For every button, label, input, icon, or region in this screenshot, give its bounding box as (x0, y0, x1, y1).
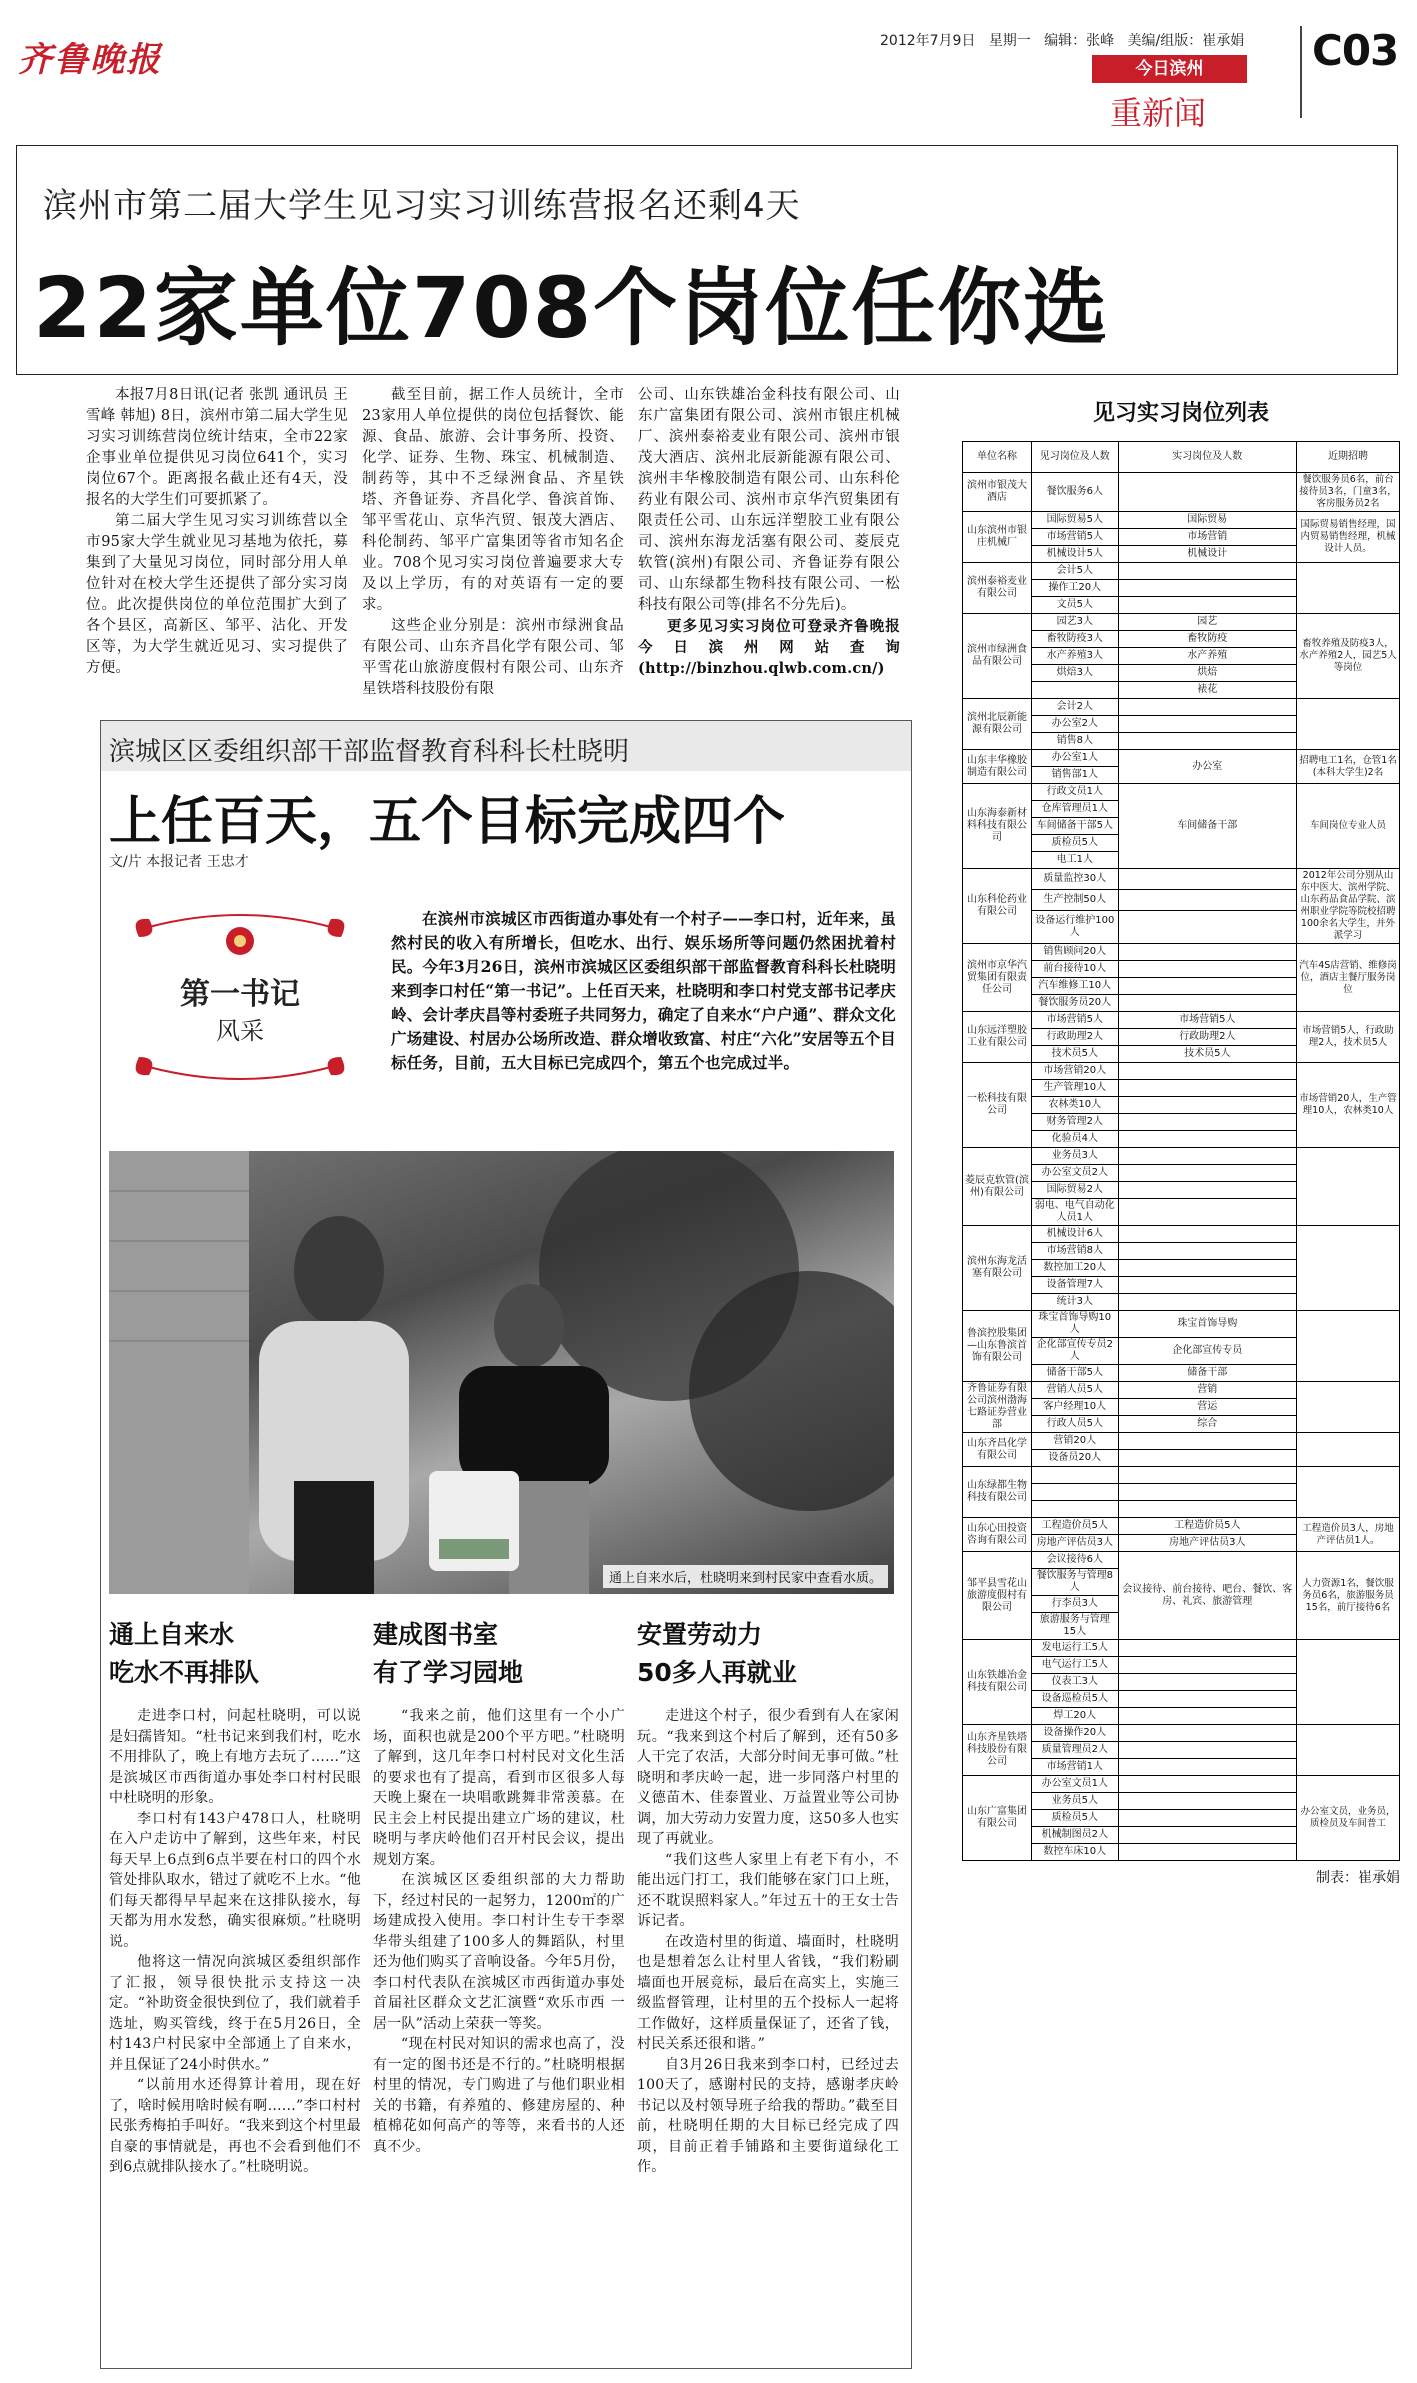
recruit-note-cell: 汽车4S店营销、维修岗位，酒店主餐厅服务岗位 (1297, 944, 1400, 1012)
jx-post-cell: 机械设计5人 (1032, 546, 1119, 563)
header-note: 近期招聘 (1297, 442, 1400, 473)
unit-name-cell: 山东丰华橡胶制造有限公司 (963, 750, 1032, 784)
table-row (963, 699, 1400, 716)
sx-post-cell (1118, 1165, 1296, 1182)
jx-post-cell: 工程造价员5人 (1032, 1518, 1119, 1535)
recruit-note-cell: 市场营销5人，行政助理2人，技术员5人 (1297, 1012, 1400, 1063)
unit-name-cell: 山东远洋塑胶工业有限公司 (963, 1012, 1032, 1063)
recruit-note-cell (1297, 563, 1400, 614)
sx-post-cell (1118, 1725, 1296, 1742)
masthead (0, 0, 1417, 130)
sx-post-cell (1118, 1131, 1296, 1148)
subhead-line: 通上自来水 (109, 1620, 235, 1649)
jx-post-cell: 仓库管理员1人 (1032, 801, 1119, 818)
header-sx: 实习岗位及人数 (1118, 442, 1296, 473)
jx-post-cell: 烘焙3人 (1032, 665, 1119, 682)
jx-post-cell: 质量管理员2人 (1032, 1742, 1119, 1759)
jx-post-cell (1032, 1467, 1119, 1484)
sx-post-cell (1118, 733, 1296, 750)
badge-subtitle: 风采 (216, 1017, 264, 1045)
jx-post-cell: 设备巡检员5人 (1032, 1691, 1119, 1708)
sx-post-cell: 车间储备干部 (1118, 784, 1296, 869)
jx-post-cell: 储备干部5人 (1032, 1365, 1119, 1382)
jx-post-cell: 机械设计6人 (1032, 1226, 1119, 1243)
sx-post-cell (1118, 1467, 1296, 1484)
jx-post-cell: 行政文员1人 (1032, 784, 1119, 801)
jx-post-cell: 文员5人 (1032, 597, 1119, 614)
unit-name-cell: 山东齐星铁塔科技股份有限公司 (963, 1725, 1032, 1776)
jx-post-cell: 客户经理10人 (1032, 1399, 1119, 1416)
lead-headline-block (16, 145, 1398, 375)
jx-post-cell: 仪表工3人 (1032, 1674, 1119, 1691)
jx-post-cell: 办公室文员2人 (1032, 1165, 1119, 1182)
table-footer: 制表：崔承娟 (1316, 1870, 1400, 1886)
jx-post-cell: 园艺3人 (1032, 614, 1119, 631)
jx-post-cell: 畜牧防疫3人 (1032, 631, 1119, 648)
recruit-note-cell: 办公室文员，业务员，质检员及车间普工 (1297, 1776, 1400, 1861)
jx-post-cell: 弱电、电气自动化人员1人 (1032, 1199, 1119, 1226)
unit-name-cell: 山东心田投资咨询有限公司 (963, 1518, 1032, 1552)
sx-post-cell (1118, 563, 1296, 580)
lead-kicker: 滨州市第二届大学生见习实习训练营报名还剩4天 (43, 186, 801, 226)
jx-post-cell: 餐饮服务与管理8人 (1032, 1569, 1119, 1596)
job-table-title: 见习实习岗位列表 (1092, 401, 1269, 426)
jx-post-cell: 旅游服务与管理15人 (1032, 1613, 1119, 1640)
sx-post-cell: 国际贸易 (1118, 512, 1296, 529)
jx-post-cell: 数控车床10人 (1032, 1844, 1119, 1861)
sx-post-cell: 机械设计 (1118, 546, 1296, 563)
sx-post-cell (1118, 1708, 1296, 1725)
photo-scene-icon (109, 1151, 894, 1594)
header-jx: 见习岗位及人数 (1032, 442, 1119, 473)
jx-post-cell: 发电运行工5人 (1032, 1640, 1119, 1657)
table-row (963, 1640, 1400, 1657)
sx-post-cell (1118, 1114, 1296, 1131)
paper-logo: 齐鲁晚报 (18, 40, 162, 80)
jx-post-cell: 业务员3人 (1032, 1148, 1119, 1165)
jx-post-cell: 办公室1人 (1032, 750, 1119, 767)
sx-post-cell (1118, 1844, 1296, 1861)
unit-name-cell: 山东海泰新材料科技有限公司 (963, 784, 1032, 869)
lead-paragraph: 截至目前，据工作人员统计，全市23家用人单位提供的岗位包括餐饮、能源、食品、旅游、会计事务所、投资、化学、证券、生物、珠宝、机械制造、制药等，其中不乏绿洲食品、齐星铁塔、齐鲁证券、齐昌化学、鲁滨首饰、邹平雪花山、京华汽贸、银茂大酒店、科伦制药、邹平广富集团等省市知名企业。708个见习实习岗位普遍要求大专及以上学历，有的对英语有一定的要求。 (362, 387, 624, 613)
issue-weekday: 星期一 (988, 33, 1031, 49)
lead-headline: 22家单位708个岗位任你选 (33, 259, 1110, 357)
table-row (963, 614, 1400, 631)
page-number: C03 (1312, 26, 1399, 75)
unit-name-cell: 滨州北辰新能源有限公司 (963, 699, 1032, 750)
subhead-3 (637, 1616, 897, 1692)
badge-title: 第一书记 (180, 977, 300, 1012)
jx-post-cell: 餐饮服务6人 (1032, 473, 1119, 512)
lead-paragraph: 本报7月8日讯(记者 张凯 通讯员 王雪峰 韩旭) 8日，滨州市第二届大学生见习实习训练营岗位统计结束，全市22家企事业单位提供见习岗位641个，实习岗位67个。距离报名截止还有4天，没报名的大学生们可要抓紧了。 (86, 387, 348, 508)
jx-post-cell: 办公室2人 (1032, 716, 1119, 733)
issue-date: 2012年7月9日 (880, 33, 976, 49)
table-row (963, 1552, 1400, 1569)
lead-paragraph: 公司、山东铁雄冶金科技有限公司、山东广富集团有限公司、滨州市银庄机械厂、滨州泰裕麦业有限公司、滨州市银茂大酒店、滨州北辰新能源有限公司、滨州丰华橡胶制造有限公司、山东科伦药业有限公司、滨州市京华汽贸集团有限责任公司、山东远洋塑胶工业有限公司、滨州东海龙活塞有限公司、菱辰克软管(滨州)有限公司、齐鲁证券有限公司、山东绿都生物科技有限公司、一松科技有限公司等(排名不分先后)。 (638, 387, 900, 613)
jx-post-cell: 设备管理7人 (1032, 1277, 1119, 1294)
sx-post-cell: 房地产评估员3人 (1118, 1535, 1296, 1552)
issue-info (880, 30, 1244, 50)
unit-name-cell: 山东科伦药业有限公司 (963, 869, 1032, 944)
jx-post-cell (1032, 1501, 1119, 1518)
sx-post-cell: 综合 (1118, 1416, 1296, 1433)
subhead-line: 安置劳动力 (637, 1620, 763, 1649)
table-row (963, 944, 1400, 961)
sx-post-cell (1118, 1097, 1296, 1114)
lead-body-col2 (362, 385, 624, 700)
sx-post-cell (1118, 961, 1296, 978)
sx-post-cell (1118, 1063, 1296, 1080)
sx-post-cell: 烘焙 (1118, 665, 1296, 682)
unit-name-cell: 山东齐昌化学有限公司 (963, 1433, 1032, 1467)
sx-post-cell: 会议接待、前台接待、吧台、餐饮、客房、礼宾、旅游管理 (1118, 1552, 1296, 1640)
unit-name-cell: 山东绿都生物科技有限公司 (963, 1467, 1032, 1518)
table-row (963, 563, 1400, 580)
recruit-note-cell: 车间岗位专业人员 (1297, 784, 1400, 869)
jx-post-cell: 市场营销5人 (1032, 1012, 1119, 1029)
sx-post-cell: 水产养殖 (1118, 648, 1296, 665)
subhead-line: 有了学习园地 (373, 1658, 524, 1687)
unit-name-cell: 滨州市绿洲食品有限公司 (963, 614, 1032, 699)
feature-paragraph: 在滨城区区委组织部的大力帮助下，经过村民的一起努力，1200㎡的广场建成投入使用。李口村计生专干李翠华带头组建了100多人的舞蹈队，村里还为他们购买了音响设备。今年5月份，李口村代表队在滨城区市西街道办事处首届社区群众文艺汇演暨“欢乐市西 一居一队”活动上荣获一等奖。 (373, 1872, 625, 2032)
feature-block (100, 720, 912, 2369)
feature-paragraph: “以前用水还得算计着用，现在好了，啥时候用啥时候有啊……”李口村村民张秀梅拍手叫好。“我来到这个村里最自豪的事情就是，再也不会看到他们不到6点就排队接水了。”杜晓明说。 (109, 2077, 361, 2175)
jx-post-cell: 国际贸易5人 (1032, 512, 1119, 529)
table-row (963, 1311, 1400, 1338)
jx-post-cell: 电工1人 (1032, 852, 1119, 869)
feature-photo (109, 1151, 894, 1594)
sx-post-cell: 珠宝首饰导购 (1118, 1311, 1296, 1338)
photo-caption: 通上自来水后，杜晓明来到村民家中查看水质。 (603, 1565, 888, 1588)
table-row (963, 1433, 1400, 1450)
unit-name-cell: 山东滨州市银庄机械厂 (963, 512, 1032, 563)
feature-paragraph: 他将这一情况向滨城区委组织部作了汇报，领导很快批示支持这一决定。“补助资金很快到位了，我们就着手选址，购买管线，终于在5月26日，全村143户村民家中全部通上了自来水，并且保证了24小时供水。” (109, 1954, 361, 2073)
sx-post-cell (1118, 889, 1296, 910)
unit-name-cell: 鲁滨控股集团—山东鲁滨首饰有限公司 (963, 1311, 1032, 1382)
recruit-note-cell: 人力资源1名，餐饮服务员6名，旅游服务员15名，前厅接待6名 (1297, 1552, 1400, 1640)
sx-post-cell (1118, 1759, 1296, 1776)
lead-paragraph: 第二届大学生见习实习训练营以全市95家大学生就业见习基地为依托，募集到了大量见习岗位，同时部分用人单位针对在校大学生还提供了部分实习岗位。此次提供岗位的单位范围扩大到了各个县区，高新区、邹平、沾化、开发区等，为大学生就近见习、实习提供了方便。 (86, 513, 348, 676)
jx-post-cell: 质检员5人 (1032, 835, 1119, 852)
table-row (963, 1382, 1400, 1399)
unit-name-cell: 邹平县雪花山旅游度假村有限公司 (963, 1552, 1032, 1640)
feature-col1 (109, 1706, 361, 2178)
sx-post-cell (1118, 910, 1296, 943)
feature-paragraph: 自3月26日我来到李口村，已经过去100天了，感谢村民的支持，感谢孝庆岭书记以及村领导班子给我的帮助。”截至目前，杜晓明任期的大目标已经完成了四项，目前正着手铺路和主要街道绿化工作。 (637, 2056, 899, 2175)
sx-post-cell (1118, 1827, 1296, 1844)
feature-byline: 文/片 本报记者 王忠才 (109, 854, 249, 870)
table-row (963, 1012, 1400, 1029)
sx-post-cell (1118, 1484, 1296, 1501)
jx-post-cell: 车间储备干部5人 (1032, 818, 1119, 835)
feature-paragraph: “我来之前，他们这里有一个小广场，面积也就是200个平方吧。”杜晓明了解到，这几年李口村村民对文化生活的要求也有了提高，看到市区很多人每天晚上聚在一块唱歌跳舞非常羡慕。在民主会上村民提出建立广场的建议，杜晓明与孝庆岭他们召开村民会议，提出规划方案。 (373, 1708, 625, 1868)
job-table-header (963, 442, 1400, 473)
lead-body-col3 (638, 385, 900, 679)
unit-name-cell: 齐鲁证券有限公司滨州渤海七路证券营业部 (963, 1382, 1032, 1433)
unit-name-cell: 滨州东海龙活塞有限公司 (963, 1226, 1032, 1311)
jx-post-cell: 会计5人 (1032, 563, 1119, 580)
table-row (963, 750, 1400, 767)
jx-post-cell: 行政人员5人 (1032, 1416, 1119, 1433)
jx-post-cell: 生产控制50人 (1032, 889, 1119, 910)
sx-post-cell: 裱花 (1118, 682, 1296, 699)
recruit-note-cell (1297, 1148, 1400, 1226)
sx-post-cell (1118, 1080, 1296, 1097)
sx-post-cell (1118, 1148, 1296, 1165)
jx-post-cell: 业务员5人 (1032, 1793, 1119, 1810)
sx-post-cell (1118, 1810, 1296, 1827)
unit-name-cell: 一松科技有限公司 (963, 1063, 1032, 1148)
feature-kicker: 滨城区区委组织部干部监督教育科科长杜晓明 (109, 737, 630, 767)
unit-name-cell: 菱辰克软管(滨州)有限公司 (963, 1148, 1032, 1226)
sx-post-cell (1118, 580, 1296, 597)
feature-paragraph: 走进李口村，问起杜晓明，可以说是妇孺皆知。“杜书记来到我们村，吃水不用排队了，晚上有地方去玩了……”这是滨城区市西街道办事处李口村村民眼中杜晓明的形象。 (109, 1708, 361, 1806)
jx-post-cell: 电气运行工5人 (1032, 1657, 1119, 1674)
jx-post-cell: 财务管理2人 (1032, 1114, 1119, 1131)
feature-paragraph: “现在村民对知识的需求也高了，没有一定的图书还是不行的。”杜晓明根据村里的情况，专门购进了与他们职业相关的书籍，有养殖的、修建房屋的、种植棉花如何高产的等等，来看书的人还真不少。 (373, 2036, 625, 2155)
feature-intro (391, 907, 896, 1075)
jx-post-cell: 行政助理2人 (1032, 1029, 1119, 1046)
jx-post-cell: 市场营销5人 (1032, 529, 1119, 546)
table-row (963, 512, 1400, 529)
sx-post-cell: 行政助理2人 (1118, 1029, 1296, 1046)
sx-post-cell (1118, 473, 1296, 512)
jx-post-cell: 质量监控30人 (1032, 869, 1119, 890)
subhead-line: 建成图书室 (373, 1620, 499, 1649)
sx-post-cell: 市场营销 (1118, 529, 1296, 546)
feature-col2 (373, 1706, 625, 2157)
jx-post-cell: 数控加工20人 (1032, 1260, 1119, 1277)
sx-post-cell (1118, 978, 1296, 995)
jx-post-cell (1032, 1484, 1119, 1501)
recruit-note-cell (1297, 1226, 1400, 1311)
jx-post-cell: 房地产评估员3人 (1032, 1535, 1119, 1552)
sx-post-cell: 市场营销5人 (1118, 1012, 1296, 1029)
sx-post-cell (1118, 1691, 1296, 1708)
jx-post-cell: 操作工20人 (1032, 580, 1119, 597)
unit-name-cell: 滨州市银茂大酒店 (963, 473, 1032, 512)
jx-post-cell: 销售顾问20人 (1032, 944, 1119, 961)
subhead-2 (373, 1616, 623, 1692)
feature-col3 (637, 1706, 899, 2178)
jx-post-cell (1032, 682, 1119, 699)
recruit-note-cell: 餐饮服务员6名，前台接待员3名，门童3名，客房服务员2名 (1297, 473, 1400, 512)
sx-post-cell: 办公室 (1118, 750, 1296, 784)
jx-post-cell: 技术员5人 (1032, 1046, 1119, 1063)
sx-post-cell (1118, 1260, 1296, 1277)
sx-post-cell (1118, 1793, 1296, 1810)
sx-post-cell (1118, 1294, 1296, 1311)
sx-post-cell (1118, 869, 1296, 890)
sx-post-cell: 工程造价员5人 (1118, 1518, 1296, 1535)
subhead-line: 吃水不再排队 (109, 1658, 260, 1687)
sx-post-cell (1118, 1226, 1296, 1243)
recruit-note-cell (1297, 1467, 1400, 1518)
jx-post-cell: 企化部宣传专员2人 (1032, 1338, 1119, 1365)
sx-post-cell: 营销 (1118, 1382, 1296, 1399)
table-row (963, 1725, 1400, 1742)
table-row (963, 1226, 1400, 1243)
sx-post-cell (1118, 1640, 1296, 1657)
recruit-note-cell: 国际贸易销售经理，国内贸易销售经理，机械设计人员。 (1297, 512, 1400, 563)
jx-post-cell: 水产养殖3人 (1032, 648, 1119, 665)
jx-post-cell: 化验员4人 (1032, 1131, 1119, 1148)
jx-post-cell: 生产管理10人 (1032, 1080, 1119, 1097)
recruit-note-cell: 2012年公司分别从山东中医大、滨州学院、山东药品食品学院、滨州职业学院等院校招聘100余名大学生，并外派学习 (1297, 869, 1400, 944)
sx-post-cell (1118, 1243, 1296, 1260)
jx-post-cell: 行李员3人 (1032, 1596, 1119, 1613)
unit-name-cell: 山东广富集团有限公司 (963, 1776, 1032, 1861)
jx-post-cell: 会计2人 (1032, 699, 1119, 716)
sx-post-cell (1118, 1501, 1296, 1518)
unit-name-cell: 山东铁雄冶金科技有限公司 (963, 1640, 1032, 1725)
jx-post-cell: 统计3人 (1032, 1294, 1119, 1311)
page-divider (1300, 26, 1302, 118)
jx-post-cell: 销售部1人 (1032, 767, 1119, 784)
job-table (962, 441, 1400, 1861)
sx-post-cell: 园艺 (1118, 614, 1296, 631)
section-name: 重新闻 (1110, 94, 1207, 132)
jx-post-cell: 珠宝首饰导购10人 (1032, 1311, 1119, 1338)
jx-post-cell: 营销人员5人 (1032, 1382, 1119, 1399)
table-row (963, 1776, 1400, 1793)
table-row (963, 1148, 1400, 1165)
jx-post-cell: 餐饮服务员20人 (1032, 995, 1119, 1012)
sx-post-cell (1118, 716, 1296, 733)
sx-post-cell (1118, 1450, 1296, 1467)
designer-credit: 美编/组版：崔承娟 (1127, 33, 1245, 49)
table-row (963, 784, 1400, 801)
sx-post-cell (1118, 1433, 1296, 1450)
sx-post-cell (1118, 1742, 1296, 1759)
table-row (963, 869, 1400, 890)
recruit-note-cell (1297, 1382, 1400, 1433)
jx-post-cell: 机械制图员2人 (1032, 1827, 1119, 1844)
jx-post-cell: 市场营销1人 (1032, 1759, 1119, 1776)
lead-paragraph: 这些企业分别是：滨州市绿洲食品有限公司、山东齐昌化学有限公司、邹平雪花山旅游度假村有限公司、山东齐星铁塔科技股份有限 (362, 618, 624, 697)
sx-post-cell (1118, 1776, 1296, 1793)
recruit-note-cell (1297, 1640, 1400, 1725)
recruit-note-cell (1297, 1311, 1400, 1382)
jx-post-cell: 质检员5人 (1032, 1810, 1119, 1827)
jx-post-cell: 前台接待10人 (1032, 961, 1119, 978)
jx-post-cell: 设备员20人 (1032, 1450, 1119, 1467)
jx-post-cell: 焊工20人 (1032, 1708, 1119, 1725)
jx-post-cell: 汽车维修工10人 (1032, 978, 1119, 995)
feature-intro-paragraph: 在滨州市滨城区市西街道办事处有一个村子——李口村，近年来，虽然村民的收入有所增长，但吃水、出行、娱乐场所等问题仍然困扰着村民。今年3月26日，滨州市滨城区区委组织部干部监督教育科科长杜晓明来到李口村任“第一书记”。上任百天来，杜晓明和李口村党支部书记孝庆岭、会计孝庆昌等村委班子共同努力，确定了自来水“户户通”、群众文化广场建设、村居办公场所改造、群众增收致富、村庄“六化”安居等五个目标任务，目前，五大目标已完成四个，第五个也完成过半。 (391, 909, 896, 1072)
jx-post-cell: 市场营销8人 (1032, 1243, 1119, 1260)
recruit-note-cell (1297, 699, 1400, 750)
jx-post-cell: 设备操作20人 (1032, 1725, 1119, 1742)
jx-post-cell: 会议接待6人 (1032, 1552, 1119, 1569)
jx-post-cell: 农林类10人 (1032, 1097, 1119, 1114)
sx-post-cell (1118, 944, 1296, 961)
sx-post-cell: 畜牧防疫 (1118, 631, 1296, 648)
job-table-block (962, 388, 1400, 2378)
jx-post-cell: 国际贸易2人 (1032, 1182, 1119, 1199)
table-row (963, 1518, 1400, 1535)
recruit-note-cell: 市场营销20人，生产管理10人，农林类10人 (1297, 1063, 1400, 1148)
recruit-note-cell: 工程造价员3人，房地产评估员1人。 (1297, 1518, 1400, 1552)
first-secretary-badge (119, 907, 361, 1087)
feature-paragraph: 李口村有143户478口人，杜晓明在入户走访中了解到，这些年来，村民每天早上6点到6点半要在村口的四个水管处排队取水，错过了就吃不上水。“他们每天都得早早起来在这排队接水，每天都为用水发愁，确实很麻烦。”杜晓明说。 (109, 1810, 361, 1950)
feature-paragraph: “我们这些人家里上有老下有小，不能出远门打工，我们能够在家门口上班，还不耽误照料家人。”年过五十的王女士告诉记者。 (637, 1851, 899, 1929)
recruit-note-cell (1297, 1725, 1400, 1776)
editor-credit: 编辑：张峰 (1044, 33, 1115, 49)
feature-headline: 上任百天，五个目标完成四个 (109, 792, 786, 852)
sx-post-cell (1118, 1199, 1296, 1226)
feature-paragraph: 在改造村里的街道、墙面时，杜晓明也是想着怎么让村里人省钱，“我们粉刷墙面也开展竞标，最后在高实上，实施三级监督管理，让村里的五个投标人一起将工作做好，这样质量保证了，还省了钱，村民关系还很和谐。” (637, 1933, 899, 2052)
sx-post-cell: 技术员5人 (1118, 1046, 1296, 1063)
unit-name-cell: 滨州市京华汽贸集团有限责任公司 (963, 944, 1032, 1012)
sx-post-cell (1118, 1277, 1296, 1294)
jx-post-cell: 营销20人 (1032, 1433, 1119, 1450)
recruit-note-cell (1297, 1433, 1400, 1467)
table-row (963, 1467, 1400, 1484)
sx-post-cell (1118, 597, 1296, 614)
lead-body-col1 (86, 385, 348, 679)
sx-post-cell (1118, 995, 1296, 1012)
subhead-line: 50多人再就业 (637, 1658, 797, 1687)
jx-post-cell: 销售8人 (1032, 733, 1119, 750)
jx-post-cell: 设备运行维护100人 (1032, 910, 1119, 943)
table-row (963, 473, 1400, 512)
lead-link-paragraph: 更多见习实习岗位可登录齐鲁晚报今日滨州网站查询(http://binzhou.qlwb.com.cn/) (638, 618, 900, 677)
sx-post-cell (1118, 1182, 1296, 1199)
feature-paragraph: 走进这个村子，很少看到有人在家闲玩。“我来到这个村后了解到，还有50多人干完了农活，大部分时间无事可做。”杜晓明和孝庆岭一起，进一步同落户村里的义德苗木、佳泰置业、万益置业等公司协调，加大劳动力安置力度，这50多人也实现了再就业。 (637, 1708, 899, 1847)
header-unit: 单位名称 (963, 442, 1032, 473)
jx-post-cell: 办公室文员1人 (1032, 1776, 1119, 1793)
recruit-note-cell: 招聘电工1名，仓管1名(本科大学生)2名 (1297, 750, 1400, 784)
sx-post-cell (1118, 1657, 1296, 1674)
table-row (963, 1063, 1400, 1080)
section-banner: 今日滨州 (1092, 55, 1247, 83)
sx-post-cell: 营运 (1118, 1399, 1296, 1416)
subhead-1 (109, 1616, 359, 1692)
sx-post-cell (1118, 1674, 1296, 1691)
unit-name-cell: 滨州泰裕麦业有限公司 (963, 563, 1032, 614)
sx-post-cell (1118, 699, 1296, 716)
sx-post-cell: 储备干部 (1118, 1365, 1296, 1382)
recruit-note-cell: 畜牧养殖及防疫3人，水产养殖2人，园艺5人等岗位 (1297, 614, 1400, 699)
jx-post-cell: 市场营销20人 (1032, 1063, 1119, 1080)
sx-post-cell: 企化部宣传专员 (1118, 1338, 1296, 1365)
